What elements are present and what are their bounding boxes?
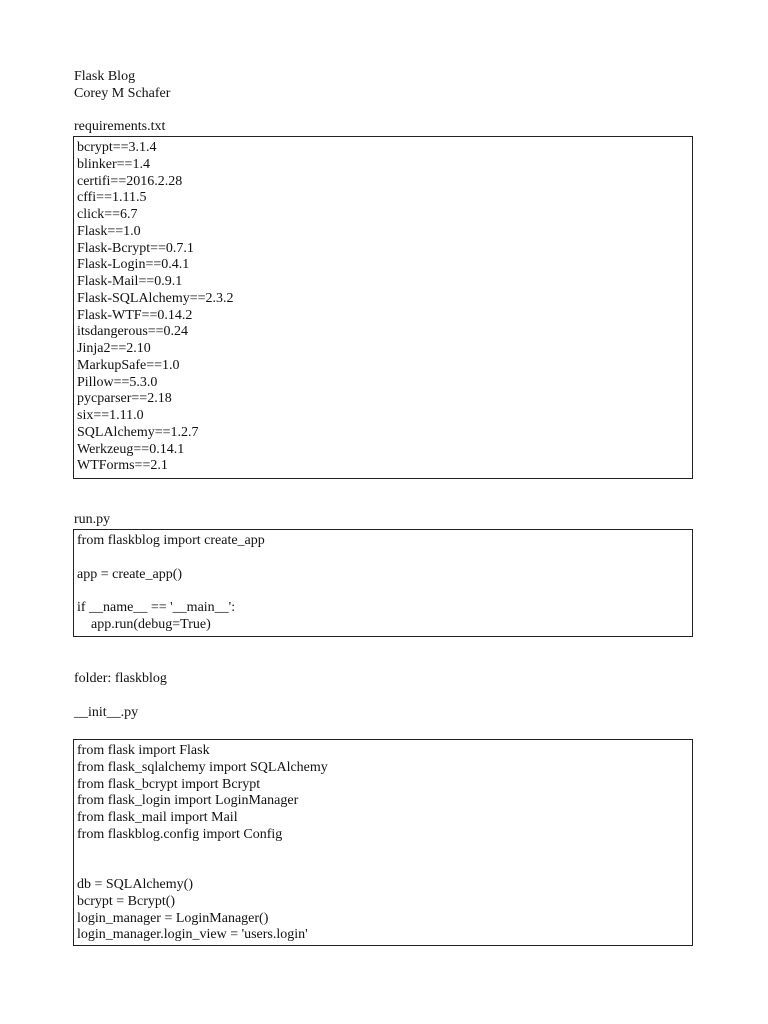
init-py-line: from flask_login import LoginManager [77, 793, 299, 809]
requirements-label: requirements.txt [74, 119, 166, 134]
requirements-line: Flask-WTF==0.14.2 [77, 307, 193, 323]
folder-label: folder: flaskblog [74, 671, 167, 686]
requirements-line: SQLAlchemy==1.2.7 [77, 424, 199, 440]
requirements-line: WTForms==2.1 [77, 458, 168, 474]
init-py-line: from flask_bcrypt import Bcrypt [77, 776, 261, 792]
init-py-line: from flask_mail import Mail [77, 810, 238, 825]
init-py-line: from flaskblog.config import Config [77, 826, 283, 842]
run-py-blank-line [77, 583, 692, 600]
requirements-line: Flask==1.0 [77, 223, 141, 239]
requirements-line: Flask-Login==0.4.1 [77, 257, 190, 273]
init-py-blank-line [77, 860, 692, 877]
requirements-line: Flask-Mail==0.9.1 [77, 274, 183, 289]
requirements-line: MarkupSafe==1.0 [77, 357, 180, 373]
run-py-label: run.py [74, 512, 111, 527]
requirements-line: itsdangerous==0.24 [77, 324, 189, 340]
init-py-line: from flask import Flask [77, 743, 210, 758]
init-py-code-box [73, 739, 693, 946]
run-py-line: from flaskblog import create_app [77, 533, 265, 548]
requirements-line: cffi==1.11.5 [77, 190, 147, 206]
requirements-line: Flask-Bcrypt==0.7.1 [77, 240, 194, 256]
requirements-line: six==1.11.0 [77, 408, 144, 423]
requirements-line: click==6.7 [77, 207, 138, 222]
run-py-blank-line [77, 550, 692, 567]
init-py-line: from flask_sqlalchemy import SQLAlchemy [77, 759, 328, 775]
requirements-line: Werkzeug==0.14.1 [77, 441, 185, 457]
run-py-line: app = create_app() [77, 566, 183, 582]
run-py-line: app.run(debug=True) [77, 616, 211, 632]
requirements-line: Flask-SQLAlchemy==2.3.2 [77, 290, 234, 306]
requirements-code-box [73, 136, 693, 479]
requirements-line: Jinja2==2.10 [77, 341, 151, 356]
requirements-line: blinker==1.4 [77, 156, 150, 172]
init-py-label: __init__.py [74, 705, 139, 720]
init-py-blank-line [77, 844, 692, 861]
run-py-code-box [73, 529, 693, 637]
requirements-line: certifi==2016.2.28 [77, 173, 183, 189]
init-py-line: login_manager.login_view = 'users.login' [77, 927, 308, 943]
run-py-line: if __name__ == '__main__': [77, 600, 236, 615]
requirements-line: pycparser==2.18 [77, 391, 172, 407]
init-py-line: bcrypt = Bcrypt() [77, 893, 176, 909]
document-title: Flask Blog [74, 69, 136, 84]
requirements-line: Pillow==5.3.0 [77, 374, 158, 390]
document-author: Corey M Schafer [74, 86, 171, 101]
init-py-line: login_manager = LoginManager() [77, 910, 269, 926]
init-py-line: db = SQLAlchemy() [77, 877, 193, 892]
requirements-line: bcrypt==3.1.4 [77, 140, 157, 155]
